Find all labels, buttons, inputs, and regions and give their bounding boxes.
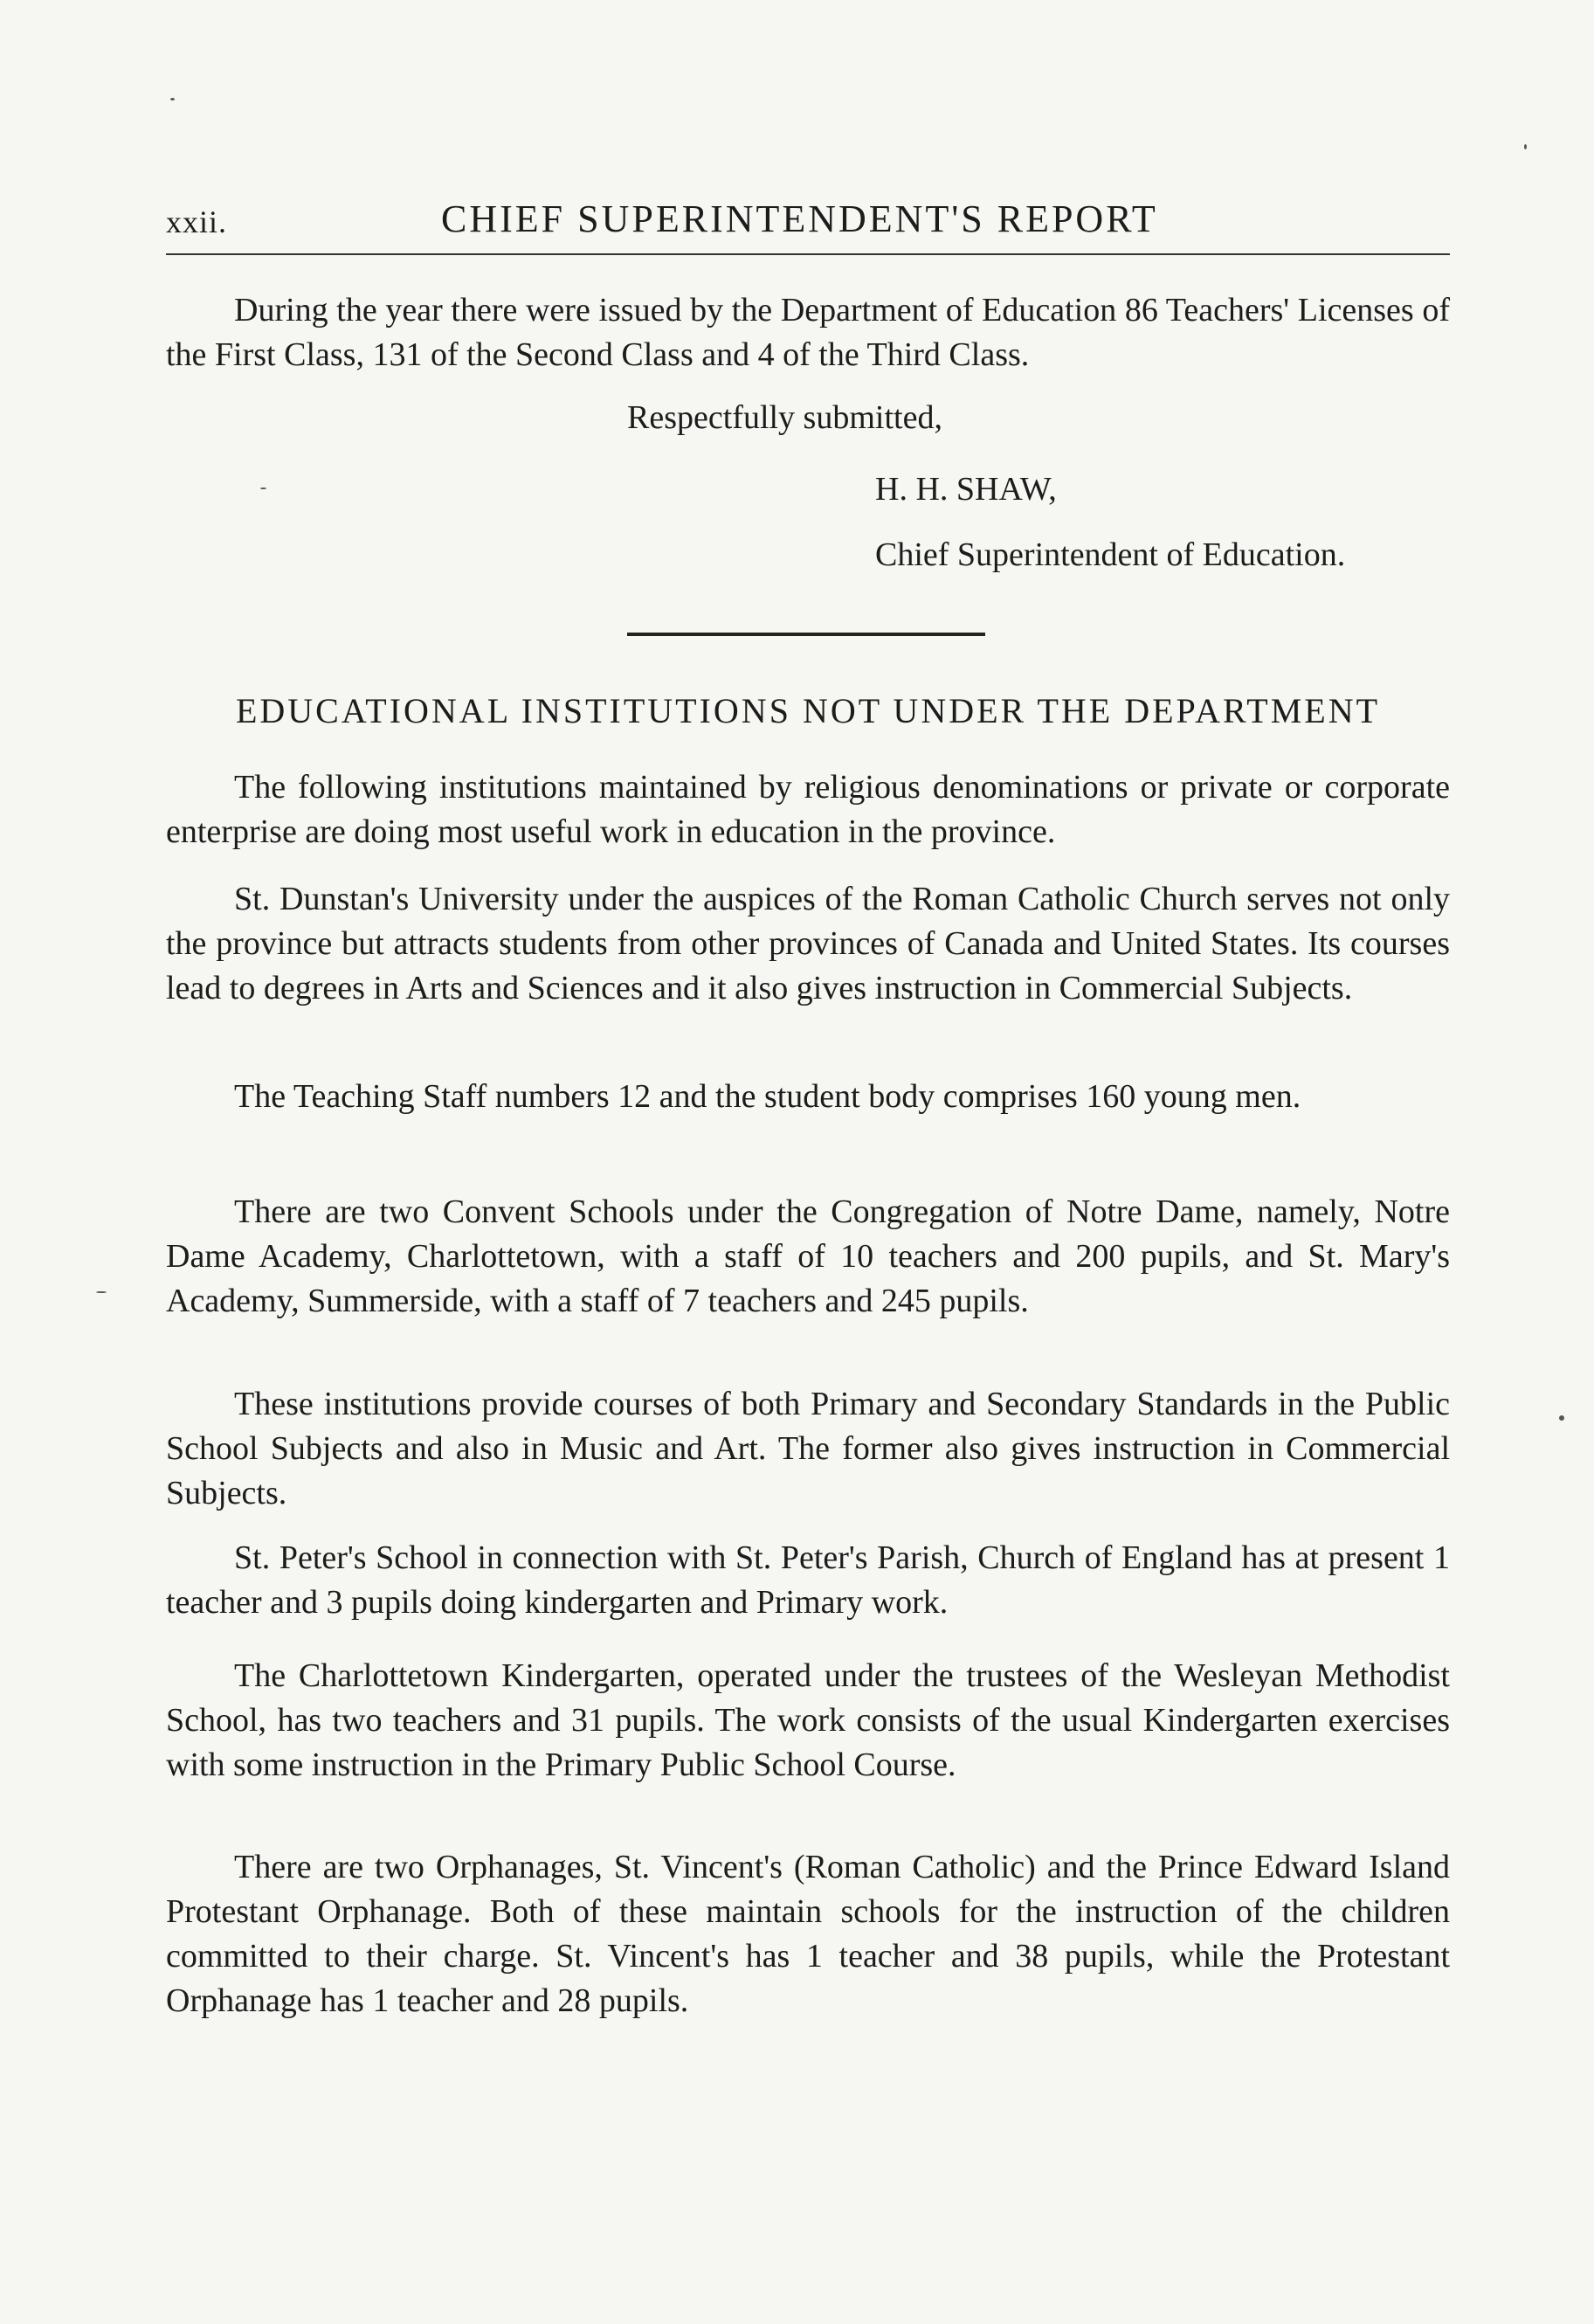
page-header <box>166 197 1450 249</box>
section-divider <box>627 633 985 636</box>
licenses-paragraph: During the year there were issued by the Department of Education 86 Teachers' Licenses of the First Class, 131 of the Second Class and 4 of the Third Class. <box>166 292 1450 373</box>
section-title: EDUCATIONAL INSTITUTIONS NOT UNDER THE DEPARTMENT <box>235 691 1381 730</box>
signoff-name: H. H. SHAW, <box>875 471 1057 508</box>
section-paragraph-orphanages: There are two Orphanages, St. Vincent's (Roman Catholic) and the Prince Edward Island Protestant Orphanage. Both of these maintain schools for the instruction of the children committed to their charge. St. Vincent's has 1 teacher and 38 pupils, while the Protestant Orphanage has 1 teacher and 28 pupils. <box>166 1849 1450 2019</box>
signoff-closing: Respectfully submitted, <box>627 399 942 436</box>
scan-speck <box>96 1291 107 1293</box>
scan-speck <box>260 488 266 489</box>
scan-speck <box>1524 144 1527 149</box>
section-paragraph-kindergarten: The Charlottetown Kindergarten, operated under the trustees of the Wesleyan Methodist School, has two teachers and 31 pupils. The work consists of the usual Kindergarten exercises with some instruction in the Primary Public School Course. <box>166 1657 1450 1783</box>
section-paragraph-convent-schools: There are two Convent Schools under the Congregation of Notre Dame, namely, Notre Dame Academy, Charlottetown, with a staff of 10 teachers and 200 pupils, and St. Mary's Academy, Summerside, with a staff of 7 teachers and 245 pupils. <box>166 1193 1450 1319</box>
scan-speck <box>170 98 175 100</box>
page-number: xxii. <box>166 204 228 239</box>
header-rule <box>166 253 1450 255</box>
running-title: CHIEF SUPERINTENDENT'S REPORT <box>441 197 1158 240</box>
section-paragraph-st-dunstans: St. Dunstan's University under the auspices of the Roman Catholic Church serves not only the province but attracts students from other provinces of Canada and United States. Its courses lead to degrees in Arts and Sciences and it also gives instruction in Commercial Subjects. <box>166 881 1450 1006</box>
signoff-title: Chief Superintendent of Education. <box>875 536 1346 573</box>
section-paragraph-intro: The following institutions maintained by religious denominations or private or corporate enterprise are doing most useful work in education in the province. <box>166 769 1450 850</box>
scan-speck <box>1559 1415 1564 1421</box>
section-paragraph-st-peters: St. Peter's School in connection with St. Peter's Parish, Church of England has at present 1 teacher and 3 pupils doing kindergarten and Primary work. <box>166 1539 1450 1621</box>
section-paragraph-institutions-courses: These institutions provide courses of both Primary and Secondary Standards in the Public School Subjects and also in Music and Art. The former also gives instruction in Commercial Subjects. <box>166 1386 1450 1511</box>
section-paragraph-teaching-staff: The Teaching Staff numbers 12 and the student body comprises 160 young men. <box>234 1078 1301 1115</box>
